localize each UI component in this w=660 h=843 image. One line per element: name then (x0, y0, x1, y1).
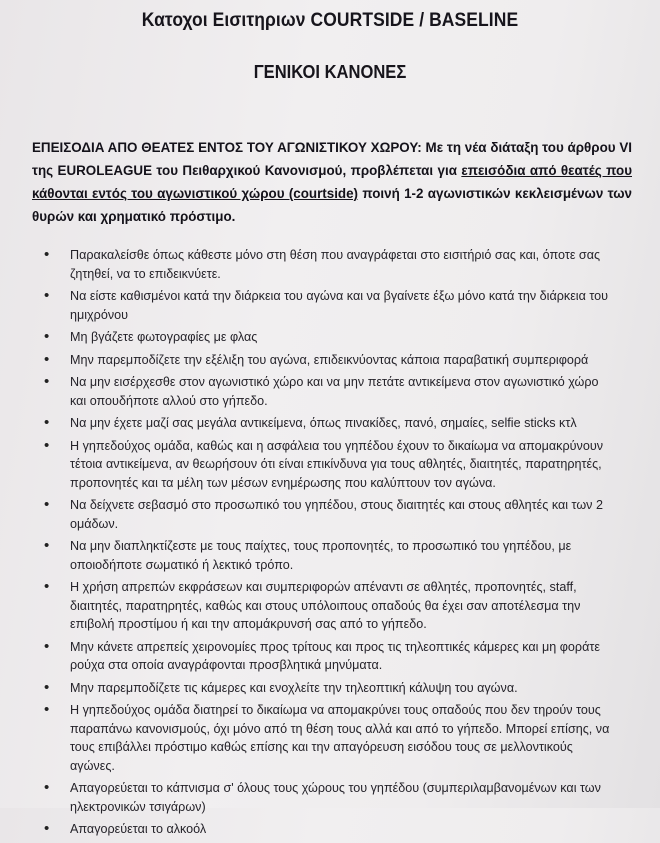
rule-item: • Να δείχνετε σεβασμό στο προσωπικό του γηπέδου, στους διαιτητές και στους αθλητές και των 2 ομάδων. (44, 496, 614, 533)
intro-lead: ΕΠΕΙΣΟΔΙΑ ΑΠΟ ΘΕΑΤΕΣ ΕΝΤΟΣ ΤΟΥ ΑΓΩΝΙΣΤΙΚΟΥ ΧΩΡΟΥ: (32, 140, 422, 155)
rule-item: • Να είστε καθισμένοι κατά την διάρκεια του αγώνα και να βγαίνετε έξω μόνο κατά την διάρκεια του ημιχρόνου (44, 287, 614, 324)
document-subtitle: ΓΕΝΙΚΟΙ ΚΑΝΟΝΕΣ (253, 62, 407, 82)
rule-item: • Μην παρεμποδίζετε τις κάμερες και ενοχλείτε την τηλεοπτική κάλυψη του αγώνα. (44, 679, 614, 698)
rule-item: • Μην παρεμποδίζετε την εξέλιξη του αγώνα, επιδεικνύοντας κάποια παραβατική συμπεριφορά (44, 351, 614, 370)
rule-item: • Η γηπεδούχος ομάδα διατηρεί το δικαίωμα να απομακρύνει τους οπαδούς που δεν τηρούν τους παραπάνω κανονισμούς, όχι μόνο από τη θέση τους αλλά και από το γήπεδο. Μπορεί επίσης, να τους επιβάλλει πρόστιμο καθώς επίσης και την απαγόρευση εισόδου τους σε μελλοντικούς αγώνες. (44, 701, 614, 775)
rule-item: • Απαγορεύεται το αλκοόλ (44, 820, 614, 839)
intro-paragraph (32, 136, 632, 228)
rule-item: • Απαγορεύεται το κάπνισμα σ' όλους τους χώρους του γηπέδου (συμπεριλαμβανομένων και των ηλεκτρονικών τσιγάρων) (44, 779, 614, 816)
rule-item: • Μην κάνετε απρεπείς χειρονομίες προς τρίτους και προς τις τηλεοπτικές κάμερες και μη φοράτε ρούχα στα οποία αναγράφονται προσβλητικά μηνύματα. (44, 638, 614, 675)
intro-part-2: ποινή 1-2 αγωνιστικών κεκλεισμένων των θυρών και χρηματικό πρόστιμο. (32, 186, 632, 224)
document-title: Κατοχοι Εισιτηριων COURTSIDE / BASELINE (141, 10, 519, 31)
rule-item: • Να μην εισέρχεσθε στον αγωνιστικό χώρο και να μην πετάτε αντικείμενα στον αγωνιστικό χώρο και οπουδήποτε αλλού στο γήπεδο. (44, 373, 614, 410)
rules-list (44, 246, 614, 843)
rule-item: • Η χρήση απρεπών εκφράσεων και συμπεριφορών απέναντι σε αθλητές, προπονητές, staff, διαιτητές, παρατηρητές, καθώς και στους υπόλοιπους οπαδούς θα έχει σαν αποτέλεσμα την επιβολή προστίμου ή και την απομάκρυνσή σας από το γήπεδο. (44, 578, 614, 634)
intro-underlined: επεισόδια από θεατές που κάθονται εντός του αγωνιστικού χώρου (courtside) (32, 163, 632, 201)
rule-item: • Παρακαλείσθε όπως κάθεστε μόνο στη θέση που αναγράφεται στο εισιτήριό σας και, όποτε σας ζητηθεί, να το επιδεικνύετε. (44, 246, 614, 283)
rule-item: • Μη βγάζετε φωτογραφίες με φλας (44, 328, 614, 347)
rule-item: • Να μην διαπληκτίζεστε με τους παίχτες, τους προπονητές, το προσωπικό του γηπέδου, με οποιοδήποτε σωματικό ή λεκτικό τρόπο. (44, 537, 614, 574)
rule-item: • Να μην έχετε μαζί σας μεγάλα αντικείμενα, όπως πινακίδες, πανό, σημαίες, selfie sticks κτλ (44, 414, 614, 433)
intro-part-1: Με τη νέα διάταξη του άρθρου VI της EUROLEAGUE του Πειθαρχικού Κανονισμού, προβλέπεται για (32, 140, 633, 178)
rule-item: • Η γηπεδούχος ομάδα, καθώς και η ασφάλεια του γηπέδου έχουν το δικαίωμα να απομακρύνουν τέτοια αντικείμενα, αν θεωρήσουν ότι είναι επικίνδυνα για τους αθλητές, διαιτητές, παρατηρητές, προπονητές και τα μέλη των μέσων ενημέρωσης που καλύπτουν τον αγώνα. (44, 437, 614, 493)
